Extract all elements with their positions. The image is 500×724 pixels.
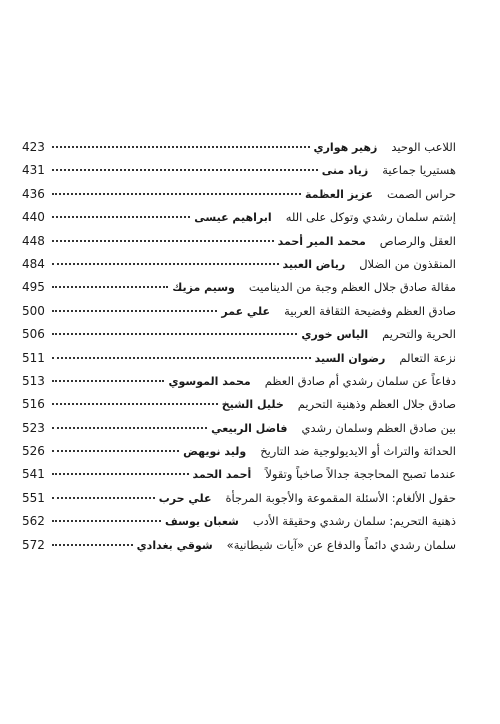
toc-title: هستيريا جماعية — [382, 163, 456, 178]
toc-entry — [315, 351, 456, 365]
toc-title: مقالة صادق جلال العظم وجبة من الديناميت — [248, 280, 456, 295]
toc-page-number: 506 — [22, 327, 45, 342]
toc-dot-leader — [52, 496, 155, 499]
toc-entry — [305, 187, 456, 201]
toc-author: وليد نويهض — [183, 445, 247, 459]
toc-entry — [222, 397, 456, 411]
toc-dot-leader — [52, 285, 168, 288]
toc-author: رياض العبيد — [282, 257, 346, 271]
toc-row — [22, 444, 456, 467]
toc-page-number: 511 — [22, 350, 45, 365]
toc-dot-leader — [52, 426, 207, 429]
toc-dot-leader — [52, 449, 179, 452]
toc-page-number: 448 — [22, 233, 45, 248]
toc-dot-leader — [52, 168, 318, 171]
toc-entry — [322, 163, 456, 177]
toc-author: ابراهيم عيسى — [194, 211, 272, 225]
toc-author: عزيز العظمة — [305, 187, 374, 201]
toc-dot-leader — [52, 519, 161, 522]
toc-entry — [165, 514, 456, 528]
toc-page-number: 431 — [22, 163, 45, 178]
toc-author: علي حرب — [158, 491, 212, 505]
toc-row — [22, 187, 456, 210]
toc-row — [22, 514, 456, 537]
toc-row — [22, 257, 456, 280]
toc-page-number: 513 — [22, 373, 45, 388]
toc-entry — [159, 491, 456, 505]
toc-author: زهير هواري — [313, 141, 378, 154]
toc-entry — [283, 257, 456, 271]
toc-page-number: 526 — [22, 444, 45, 459]
toc-page-number: 551 — [22, 490, 45, 505]
toc-author: شوقي بغدادي — [136, 538, 213, 552]
toc-title: العقل والرصاص — [379, 233, 456, 248]
toc-dot-leader — [52, 192, 301, 195]
toc-author: فاضل الربيعي — [211, 421, 288, 435]
toc-page-number: 516 — [22, 397, 45, 412]
toc-page-number: 440 — [22, 210, 45, 225]
toc-page-number: 423 — [22, 140, 45, 154]
toc-title: المنقذون من الضلال — [359, 256, 456, 271]
toc-row — [22, 467, 456, 490]
toc-row — [22, 234, 456, 257]
toc-title: صادق العظم وفضيحة الثقافة العربية — [284, 303, 456, 318]
toc-dot-leader — [52, 332, 297, 335]
toc-row — [22, 374, 456, 397]
toc-page-number: 541 — [22, 467, 45, 482]
toc-title: عندما تصبح المحاججة جدالاً صاخباً وتقولاً — [265, 467, 456, 482]
toc-dot-leader — [52, 472, 189, 475]
toc-author: أحمد الحمد — [192, 468, 252, 482]
toc-entry — [193, 467, 457, 481]
toc-entry — [194, 210, 456, 224]
toc-row — [22, 538, 456, 561]
toc-page-number: 572 — [22, 537, 45, 552]
toc-row — [22, 421, 456, 444]
toc-dot-leader — [52, 262, 279, 265]
toc-title: الحداثة والتراث أو الايديولوجية ضد التاريخ — [260, 444, 456, 459]
toc-entry — [137, 538, 456, 552]
toc-title: ذهنية التحريم: سلمان رشدي وحقيقة الأدب — [252, 514, 456, 529]
toc-author: محمد الموسوي — [168, 374, 251, 388]
toc-dot-leader — [52, 402, 218, 405]
toc-entry — [211, 421, 456, 435]
toc-title: سلمان رشدي دائماً والدفاع عن «آيات شيطانية» — [226, 537, 456, 552]
toc-author: خليل الشيخ — [221, 398, 284, 412]
toc-title: إشتم سلمان رشدي وتوكل على الله — [285, 210, 456, 225]
toc-author: شعبان يوسف — [165, 515, 239, 529]
toc-row — [22, 491, 456, 514]
toc-title: نزعة التعالم — [399, 350, 456, 365]
toc-title: حراس الصمت — [387, 186, 456, 201]
toc-row — [22, 351, 456, 374]
toc-author: الياس خوري — [301, 328, 369, 342]
toc-dot-leader — [52, 379, 164, 382]
toc-entry — [168, 374, 456, 388]
toc-title: الحرية والتحريم — [382, 327, 456, 342]
table-of-contents — [22, 140, 456, 561]
toc-entry — [183, 444, 456, 458]
toc-entry — [314, 140, 456, 154]
toc-page-number: 484 — [22, 256, 45, 271]
toc-row — [22, 397, 456, 420]
toc-dot-leader — [52, 543, 133, 546]
toc-author: زياد منى — [321, 164, 369, 178]
toc-dot-leader — [52, 309, 217, 312]
toc-dot-leader — [52, 356, 311, 359]
toc-author: محمد المير أحمد — [277, 234, 366, 248]
toc-entry — [301, 327, 456, 341]
toc-page-number: 562 — [22, 514, 45, 529]
toc-row — [22, 304, 456, 327]
toc-row — [22, 280, 456, 303]
toc-title: اللاعب الوحيد — [391, 140, 456, 154]
toc-title: بين صادق العظم وسلمان رشدي — [301, 420, 456, 435]
toc-page-number: 523 — [22, 420, 45, 435]
toc-page-number: 500 — [22, 303, 45, 318]
toc-title: صادق جلال العظم وذهنية التحريم — [297, 397, 456, 412]
toc-title: دفاعاً عن سلمان رشدي أم صادق العظم — [264, 373, 456, 388]
toc-page-number: 436 — [22, 186, 45, 201]
toc-entry — [172, 280, 456, 294]
toc-row — [22, 163, 456, 186]
toc-dot-leader — [52, 145, 310, 148]
toc-row — [22, 140, 456, 163]
toc-entry — [221, 304, 456, 318]
toc-entry — [278, 234, 456, 248]
toc-dot-leader — [52, 215, 190, 218]
toc-author: علي عمر — [221, 304, 271, 318]
toc-page-number: 495 — [22, 280, 45, 295]
toc-title: حقول الألغام: الأسئلة المقموعة والأجوبة المرجأة — [225, 490, 456, 505]
toc-dot-leader — [52, 239, 274, 242]
toc-row — [22, 327, 456, 350]
toc-author: رضوان السيد — [314, 351, 386, 365]
toc-author: وسيم مزيك — [172, 281, 235, 295]
toc-row — [22, 210, 456, 233]
